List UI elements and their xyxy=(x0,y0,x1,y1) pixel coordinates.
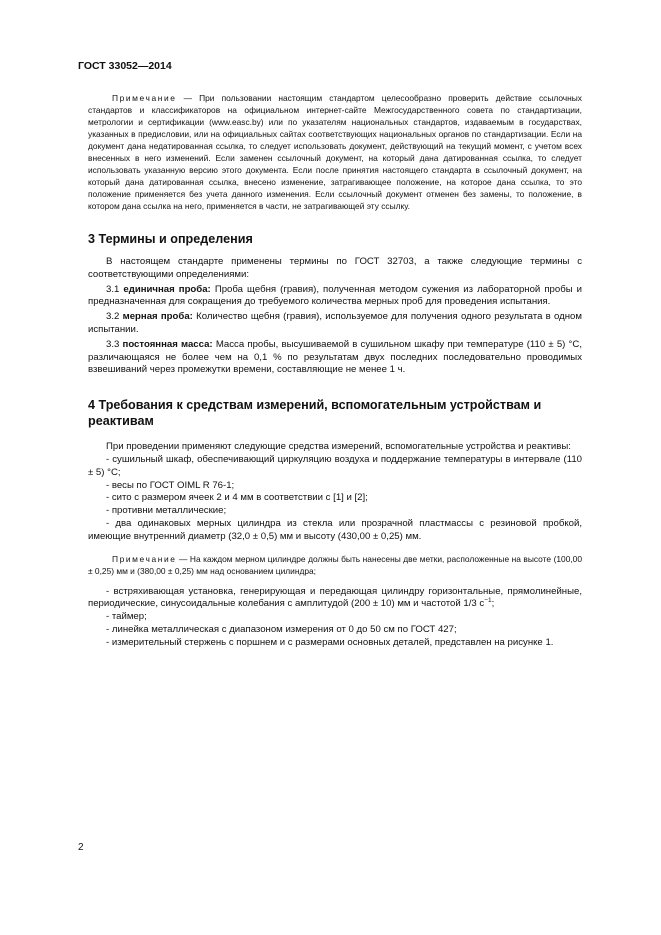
section-4-heading: 4 Требования к средствам измерений, вспомогательным устройствам и реактивам xyxy=(88,398,542,429)
list-item: - весы по ГОСТ OIML R 76-1; xyxy=(106,479,235,491)
shaker-end: ; xyxy=(491,598,495,610)
term-3-3 xyxy=(88,339,582,377)
list-item: - сушильный шкаф, обеспечивающий циркуляцию воздуха и поддержание температуры в интервале (110 ± 5) °С; xyxy=(88,453,582,478)
cylinder-note xyxy=(88,553,582,577)
note-label: Примечание xyxy=(112,553,177,564)
term-name: постоянная масса: xyxy=(122,338,213,350)
term-name: мерная проба: xyxy=(122,311,193,323)
term-definition: Количество щебня (гравия), используемое для получения одного результата в одном испытании. xyxy=(88,311,582,335)
page-number: 2 xyxy=(78,842,84,853)
term-definition: Масса пробы, высушиваемой в сушильном шкафу при температуре (110 ± 5) °С, различающаяся не более чем на 0,1 % по результатам двух последних последовательно проводимых взвешиваний через промежутки времени, составляющие не менее 1 ч. xyxy=(88,338,582,376)
term-3-1 xyxy=(88,284,582,310)
term-number: 3.3 xyxy=(106,338,120,350)
list-item: - сито с размером ячеек 2 и 4 мм в соответствии с [1] и [2]; xyxy=(106,492,368,504)
term-number: 3.2 xyxy=(106,311,120,323)
term-number: 3.1 xyxy=(106,283,120,295)
term-name: единичная проба: xyxy=(123,283,211,295)
section-3-heading: 3 Термины и определения xyxy=(88,232,253,246)
section-4-intro: При проведении применяют следующие средства измерений, вспомогательные устройства и реактивы: xyxy=(106,441,571,453)
note-text: — На каждом мерном цилиндре должны быть нанесены две метки, расположенные на высоте (100,00 ± 0,25) мм и (380,00 ± 0,25) мм над основанием цилиндра; xyxy=(88,553,582,576)
unit-exponent: −1 xyxy=(484,597,492,605)
section-3-intro: В настоящем стандарте применены термины по ГОСТ 32703, а также следующие термины с соответствующими определениями: xyxy=(88,256,582,280)
list-item xyxy=(88,586,582,612)
reference-note xyxy=(88,92,582,212)
list-item: - противни металлические; xyxy=(106,505,227,517)
list-item: - таймер; xyxy=(106,611,147,623)
list-item: - линейка металлическая с диапазоном измерения от 0 до 50 см по ГОСТ 427; xyxy=(106,623,457,635)
document-body xyxy=(88,92,582,650)
note-text: — При пользовании настоящим стандартом целесообразно проверить действие ссылочных стандартов и классификаторов на официальном интернет-сайте Межгосударственного совета по стандартизации, метрологии и сертификации (www.easc.by) или по указателям национальных стандартов, издаваемым в государствах, указанных в предисловии, или на официальных сайтах соответствующих национальных органов по стандартизации. Если на документ дана недатированная ссылка, то следует использовать документ, действующий на текущий момент, с учетом всех внесенных в него изменений. Если заменен ссылочный документ, на который дана датированная ссылка, то следует использовать указанную версию этого документа. Если после принятия настоящего стандарта в ссылочный документ, на который дана датированная ссылка, внесено изменение, затрагивающее положение, на которое дана ссылка, то это положение применяется без учета данного изменения. Если ссылочный документ отменен без замены, то положение, в котором дана ссылка на него, применяется в части, не затрагивающей эту ссылку. xyxy=(88,93,582,211)
document-header: ГОСТ 33052—2014 xyxy=(78,60,172,72)
term-3-2 xyxy=(88,311,582,337)
list-item: - измерительный стержень с поршнем и с размерами основных деталей, представлен на рисунке 1. xyxy=(106,636,554,648)
note-label: Примечание xyxy=(112,93,177,103)
term-definition: Проба щебня (гравия), полученная методом сужения из лабораторной пробы и предназначенная для сокращения до требуемого количества мерных проб для проведения испытания. xyxy=(88,283,583,308)
list-item: - два одинаковых мерных цилиндра из стекла или прозрачной пластмассы с резиновой пробкой, имеющие внутренний диаметр (32,0 ± 0,5) мм и высоту (430,00 ± 0,25) мм. xyxy=(88,517,582,542)
shaker-text: - встряхивающая установка, генерирующая и передающая цилиндру горизонтальные, прямолинейные, периодические, синусоидальные колебания с амплитудой (200 ± 10) мм и частотой 1/3 с xyxy=(88,585,582,610)
